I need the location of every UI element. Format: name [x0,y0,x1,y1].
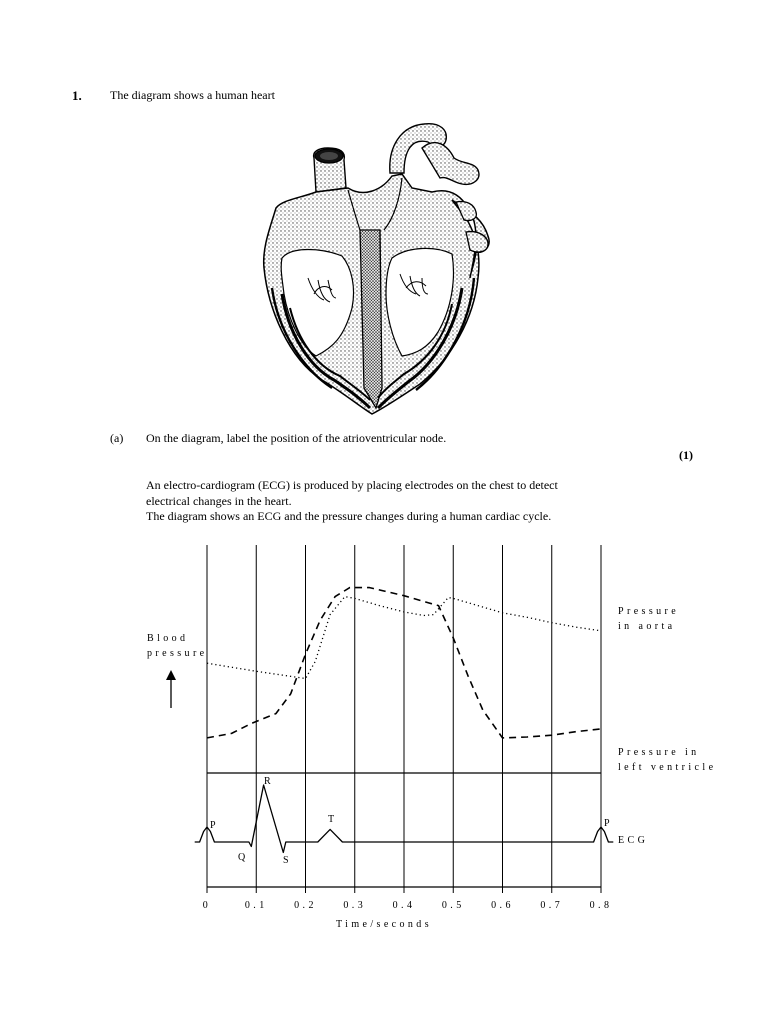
x-axis-label: Time/seconds [336,919,432,930]
x-tick-label: 0.4 [392,900,416,911]
x-tick-label: 0.6 [491,900,514,911]
paragraph-line-2: electrical changes in the heart. [146,493,292,508]
series-label: Pressure in [618,747,700,758]
part-a-text: On the diagram, label the position of the atrioventricular node. [146,431,447,445]
question-intro: The diagram shows a human heart [110,88,275,102]
x-tick-label: 0.5 [441,900,465,911]
x-tick-label: 0.3 [343,900,367,911]
part-a-label: (a) [110,431,124,445]
x-tick-label: 0 [202,900,212,911]
x-tick-label: 0.7 [540,900,564,911]
question-number: 1. [72,88,82,103]
x-tick-label: 0.8 [589,900,613,911]
cardiac-cycle-chart [0,530,768,950]
heart-diagram [252,118,498,418]
y-arrow-head [166,670,176,680]
ecg-wave-label: P [604,818,610,829]
y-axis-label: Blood [147,633,189,644]
series-label: in aorta [618,621,676,632]
series-label: Pressure [618,606,680,617]
x-tick-label: 0.2 [294,900,317,911]
x-tick-label: 0.1 [244,900,268,911]
ecg-wave-label: Q [238,852,246,863]
part-a-marks: (1) [679,448,693,462]
ecg-paragraph [146,478,666,525]
ecg-wave-label: S [283,855,289,866]
ecg-wave-label: R [264,776,271,787]
series-label: ECG [618,835,649,846]
ecg-wave-label: P [210,820,216,831]
series-label: left ventricle [618,762,717,773]
paragraph-line-1: An electro-cardiogram (ECG) is produced by placing electrodes on the chest to detect [146,478,558,492]
y-axis-label: pressure [147,648,208,659]
paragraph-line-3: The diagram shows an ECG and the pressure changes during a human cardiac cycle. [146,509,552,523]
ecg-wave-label: T [328,814,335,825]
